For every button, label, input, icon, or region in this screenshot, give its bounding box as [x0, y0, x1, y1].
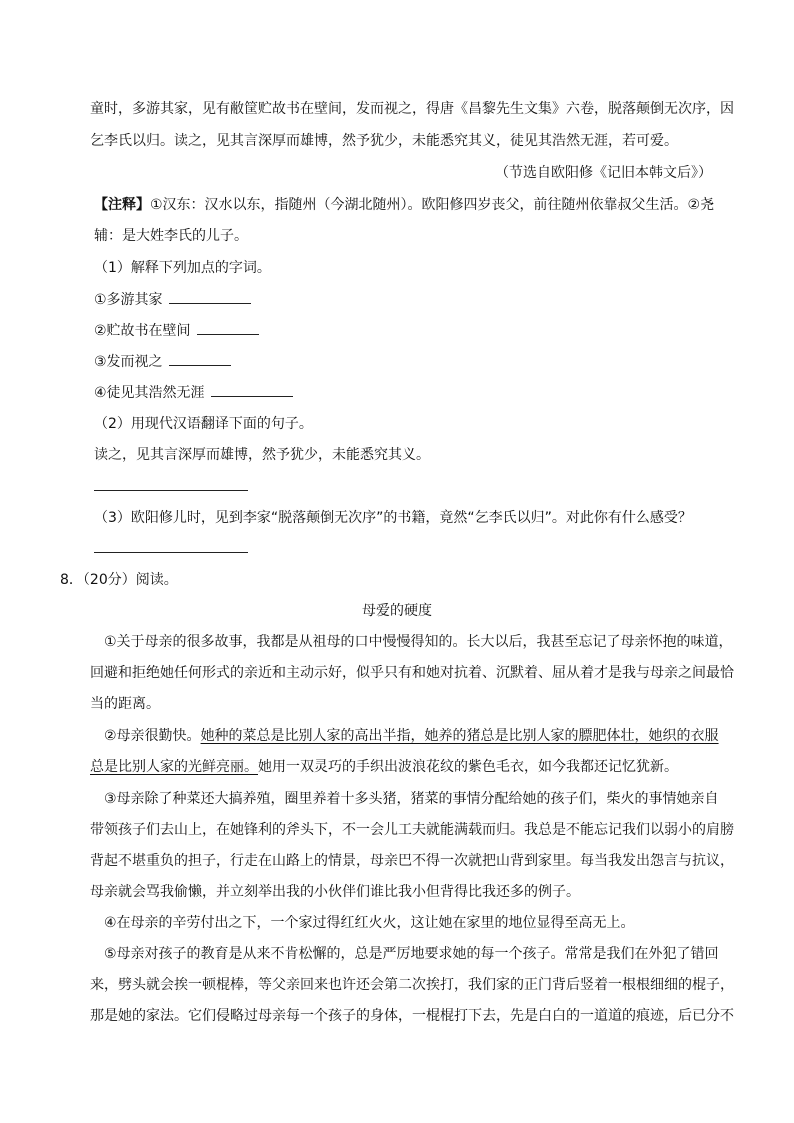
article-line [104, 726, 719, 746]
article-line: ④在母亲的辛劳付出之下，一个家过得红红火火，这让她在家里的地位显得至高无上。 [104, 915, 635, 931]
article-line: ⑤母亲对孩子的教育是从来不肯松懈的，总是严厉地要求她的每一个孩子。常常是我们在外犯了错回 [104, 946, 719, 962]
passage-line: 乞李氏以归。读之，见其言深厚而雄博，然予犹少，未能悉究其义，徒见其浩然无涯，若可爱。 [90, 133, 678, 149]
question-prompt: （2）用现代汉语翻译下面的句子。 [94, 416, 313, 432]
item-label: ④徒见其浩然无涯 [94, 385, 205, 401]
answer-blank[interactable] [211, 382, 293, 397]
question-item [94, 289, 251, 310]
notes-head: 【注释】 [94, 197, 150, 213]
answer-line[interactable] [94, 489, 248, 491]
article-line: 回避和拒绝她任何形式的亲近和主动示好，似乎只有和她对抗着、沉默着、屈从着才是我与母亲之间最恰 [90, 665, 734, 681]
article-line: 背起不堪重负的担子，行走在山路上的情景，母亲巴不得一次就把山背到家里。每当我发出怨言与抗议， [90, 853, 734, 869]
item-label: ②贮故书在壁间 [94, 323, 191, 339]
question-sentence: 读之，见其言深厚而雄博，然予犹少，未能悉究其义。 [94, 447, 430, 463]
underlined-sentence: 她种的菜总是比别人家的高出半指，她养的猪总是比别人家的膘肥体壮，她织的衣服 [200, 728, 719, 744]
notes-text: ①汉东：汉水以东，指随州（今湖北随州）。欧阳修四岁丧父，前往随州依靠叔父生活。②尧 [150, 197, 715, 213]
answer-blank[interactable] [169, 351, 231, 366]
question-item [94, 320, 259, 341]
answer-blank[interactable] [197, 320, 259, 335]
article-title: 母爱的硬度 [362, 603, 432, 619]
article-line [90, 757, 678, 777]
question-prompt: （3）欧阳修儿时，见到李家“脱落颠倒无次序”的书籍，竟然“乞李氏以归”。对此你有什么感受？ [94, 510, 692, 526]
article-line: 母亲就会骂我偷懒，并立刻举出我的小伙伴们谁比我小但背得比我还多的例子。 [90, 884, 580, 900]
sentence-text: 她用一双灵巧的手织出波浪花纹的紫色毛衣，如今我都还记忆犹新。 [258, 759, 678, 775]
answer-blank[interactable] [169, 289, 251, 304]
article-line: 那是她的家法。它们侵略过母亲每一个孩子的身体，一棍棍打下去，先是白白的一道道的痕迹，后已分不 [90, 1008, 734, 1024]
article-line: ①关于母亲的很多故事，我都是从祖母的口中慢慢得知的。长大以后，我甚至忘记了母亲怀抱的味道， [104, 634, 733, 650]
question-item [94, 382, 293, 403]
notes-line: 辅：是大姓李氏的儿子。 [94, 228, 248, 244]
item-label: ③发而视之 [94, 354, 163, 370]
article-line: ③母亲除了种菜还大搞养殖，圈里养着十多头猪，猪菜的事情分配给她的孩子们，柴火的事情她亲自 [104, 791, 719, 807]
question-prompt: （1）解释下列加点的字词。 [94, 260, 271, 276]
article-line: 带领孩子们去山上，在她锋利的斧头下，不一会儿工夫就能满载而归。我总是不能忘记我们以弱小的肩膀 [90, 822, 734, 838]
passage-source: （节选自欧阳修《记旧本韩文后》） [495, 165, 712, 181]
paragraph-lead: ②母亲很勤快。 [104, 728, 201, 744]
question-header: 8．（20分）阅读。 [60, 572, 178, 588]
notes-line [94, 195, 714, 215]
question-item [94, 351, 231, 372]
underlined-sentence: 总是比别人家的光鲜亮丽。 [90, 759, 258, 775]
passage-line: 童时，多游其家，见有敝筐贮故书在壁间，发而视之，得唐《昌黎先生文集》六卷，脱落颠倒无次序，因 [90, 101, 734, 117]
item-label: ①多游其家 [94, 292, 163, 308]
article-line: 当的距离。 [90, 696, 160, 712]
article-line: 来，劈头就会挨一顿棍棒，等父亲回来也许还会第二次挨打，我们家的正门背后竖着一根根细细的棍子， [90, 977, 734, 993]
answer-line[interactable] [94, 551, 248, 553]
